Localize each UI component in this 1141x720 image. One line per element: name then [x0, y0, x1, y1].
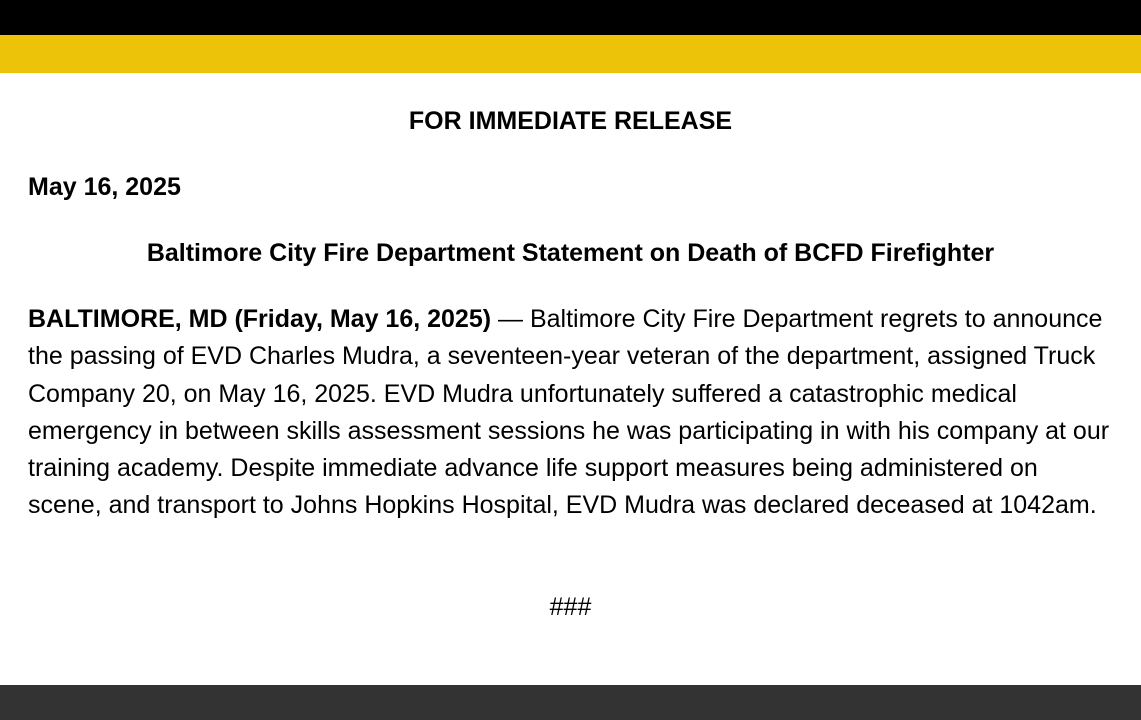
release-label: FOR IMMEDIATE RELEASE [408, 107, 733, 135]
footer-bar [0, 685, 1141, 720]
header-black-bar [0, 0, 1141, 35]
headline: Baltimore City Fire Department Statement on Death of BCFD Firefighter [146, 239, 995, 267]
dateline: BALTIMORE, MD (Friday, May 16, 2025) [28, 305, 492, 333]
body-paragraph [28, 301, 1118, 525]
release-date: May 16, 2025 [28, 173, 181, 201]
body-text: — Baltimore City Fire Department regrets to announce the passing of EVD Charles Mudra, a seventeen-year veteran of the department, assigned Truck Company 20, on May 16, 2025. EVD Mudra unfortunately suffered a catastrophic medical emergency in between skills assessment sessions he was participating in with his company at our training academy. Despite immediate advance life support measures being administered on scene, and transport to Johns Hopkins Hospital, EVD Mudra was declared deceased at 1042am. [28, 305, 1110, 520]
end-mark: ### [549, 593, 592, 621]
header-yellow-bar [0, 35, 1141, 73]
